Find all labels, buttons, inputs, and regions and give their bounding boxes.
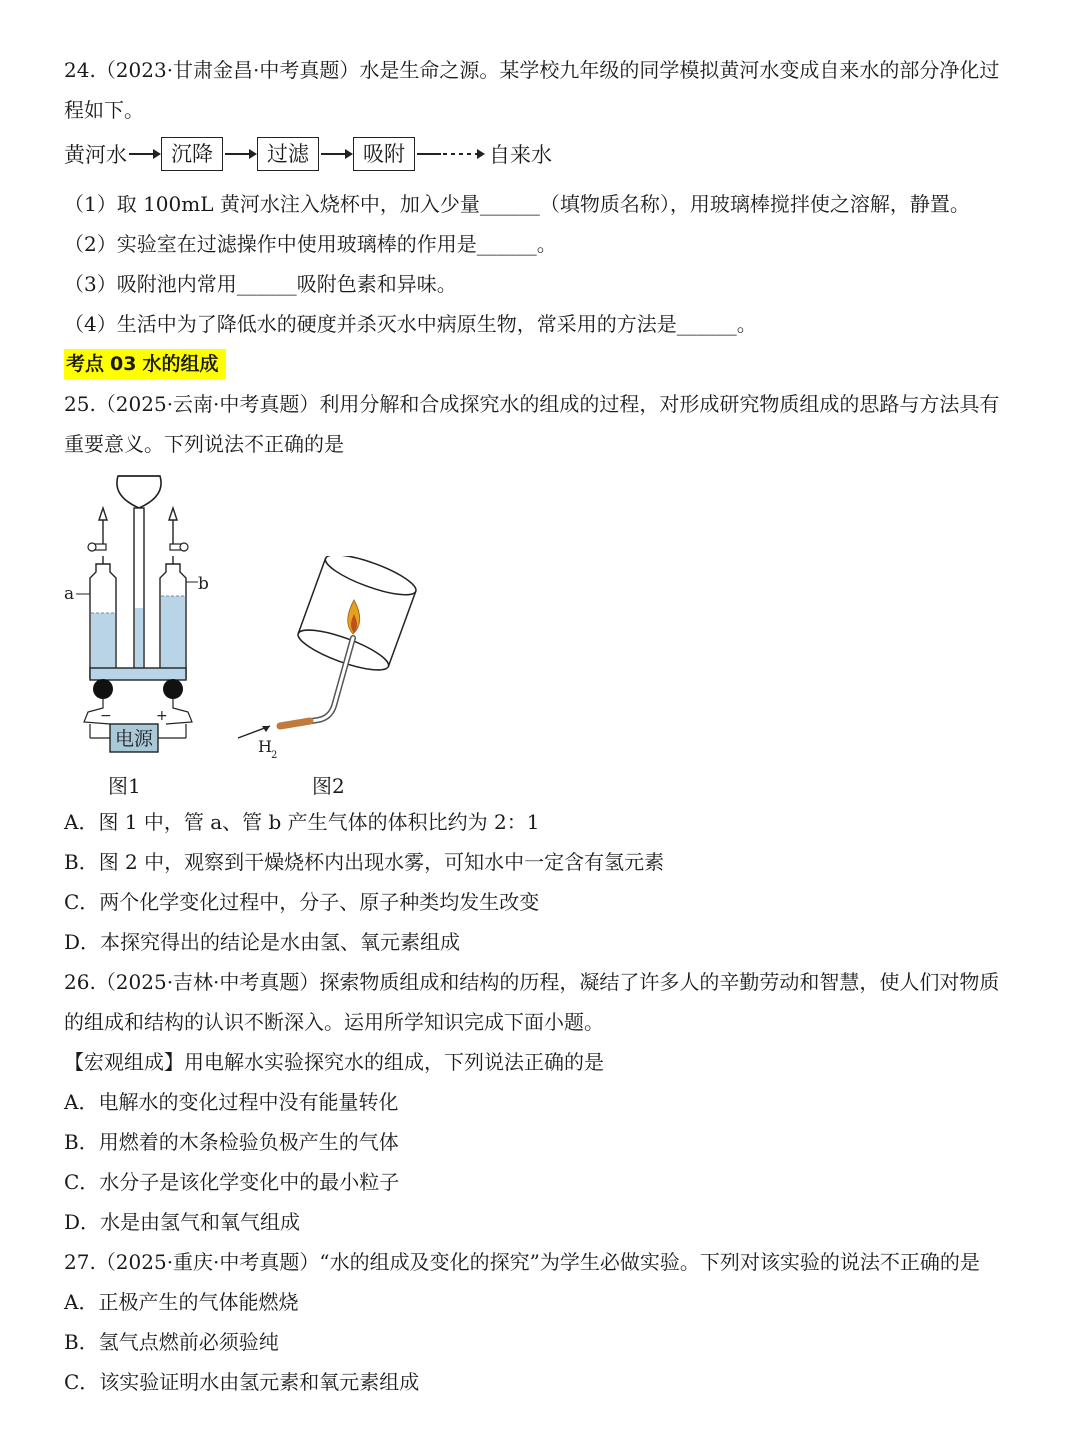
topic-label: 考点 [66, 353, 105, 375]
q26-option-d: D．水是由氢气和氧气组成 [64, 1210, 301, 1234]
flow-start: 黄河水 [64, 143, 127, 167]
hydrogen-subscript: 2 [271, 750, 278, 761]
flow-step-sedimentation: 沉降 [161, 137, 223, 171]
q27-option-a: A．正极产生的气体能燃烧 [64, 1290, 299, 1314]
electrolysis-apparatus-figure [60, 468, 230, 758]
figure2-caption: 图2 [312, 774, 345, 798]
q25-option-c: C．两个化学变化过程中，分子、原子种类均发生改变 [64, 890, 540, 914]
hydrogen-label: H [258, 737, 272, 756]
flow-end: 自来水 [489, 143, 552, 167]
flow-arrow-icon [319, 147, 353, 161]
tube-a-label: a [64, 584, 75, 604]
flow-step-filtration: 过滤 [257, 137, 319, 171]
q25-stem-line1: 25.（2025·云南·中考真题）利用分解和合成探究水的组成的过程，对形成研究物质组成的思路与方法具有 [64, 392, 1000, 416]
q24-sub3: （3）吸附池内常用______吸附色素和异味。 [64, 272, 457, 296]
flow-arrow-icon [127, 147, 161, 161]
q24-stem-line1: 24.（2023·甘肃金昌·中考真题）水是生命之源。某学校九年级的同学模拟黄河水变成自来水的部分净化过 [64, 58, 1000, 82]
q24-sub2: （2）实验室在过滤操作中使用玻璃棒的作用是______。 [64, 232, 557, 256]
q26-stem-line1: 26.（2025·吉林·中考真题）探索物质组成和结构的历程，凝结了许多人的辛勤劳动和智慧，使人们对物质 [64, 970, 1000, 994]
hydrogen-combustion-figure [236, 556, 426, 766]
minus-sign: − [100, 708, 112, 724]
q25-option-a: A．图 1 中，管 a、管 b 产生气体的体积比约为 2：1 [64, 810, 540, 834]
power-source-label: 电源 [114, 728, 154, 750]
q25-option-b: B．图 2 中，观察到干燥烧杯内出现水雾，可知水中一定含有氢元素 [64, 850, 665, 874]
plus-sign: + [156, 708, 168, 724]
q24-sub4: （4）生活中为了降低水的硬度并杀灭水中病原生物，常采用的方法是______。 [64, 312, 757, 336]
tube-b-label: b [198, 574, 209, 594]
flow-arrow-icon [223, 147, 257, 161]
q26-stem-line2: 的组成和结构的认识不断深入。运用所学知识完成下面小题。 [64, 1010, 604, 1034]
q27-option-c: C．该实验证明水由氢元素和氧元素组成 [64, 1370, 420, 1394]
q26-option-a: A．电解水的变化过程中没有能量转化 [64, 1090, 399, 1114]
q25-stem-line2: 重要意义。下列说法不正确的是 [64, 432, 344, 456]
q25-option-d: D．本探究得出的结论是水由氢、氧元素组成 [64, 930, 461, 954]
topic-number: 03 [110, 353, 137, 375]
figure1-caption: 图1 [108, 774, 141, 798]
q26-subquestion: 【宏观组成】用电解水实验探究水的组成，下列说法正确的是 [64, 1050, 604, 1074]
q24-sub1: （1）取 100mL 黄河水注入烧杯中，加入少量______（填物质名称），用玻璃棒搅拌使之溶解，静置。 [64, 192, 970, 216]
q27-stem-line1: 27.（2025·重庆·中考真题）“水的组成及变化的探究”为学生必做实验。下列对该实验的说法不正确的是 [64, 1250, 980, 1274]
topic-heading [64, 349, 226, 379]
purification-flow [64, 136, 552, 172]
q26-option-c: C．水分子是该化学变化中的最小粒子 [64, 1170, 400, 1194]
q24-stem-line2: 程如下。 [64, 98, 144, 122]
flow-dashed-arrow-icon [415, 147, 485, 161]
q26-option-b: B．用燃着的木条检验负极产生的气体 [64, 1130, 399, 1154]
flow-step-adsorption: 吸附 [353, 137, 415, 171]
topic-title: 水的组成 [142, 353, 219, 375]
q27-option-b: B．氢气点燃前必须验纯 [64, 1330, 279, 1354]
